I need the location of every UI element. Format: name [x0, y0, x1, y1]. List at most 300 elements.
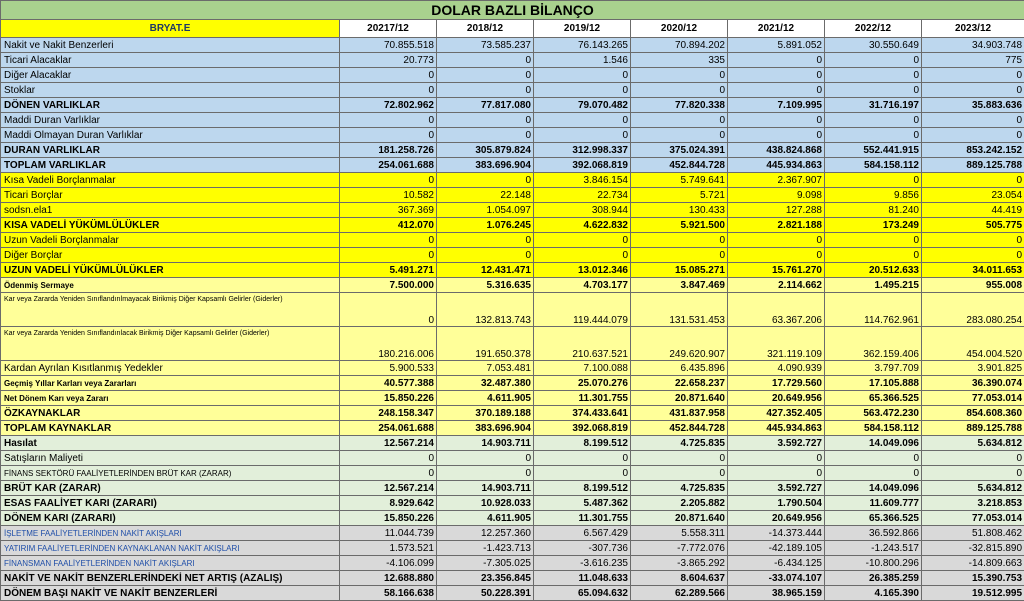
value-cell[interactable]: 22.658.237: [631, 376, 728, 391]
value-cell[interactable]: 5.558.311: [631, 526, 728, 541]
value-cell[interactable]: 8.604.637: [631, 571, 728, 586]
value-cell[interactable]: 11.609.777: [825, 496, 922, 511]
value-cell[interactable]: -10.800.296: [825, 556, 922, 571]
value-cell[interactable]: 14.049.096: [825, 481, 922, 496]
value-cell[interactable]: 0: [631, 83, 728, 98]
value-cell[interactable]: 3.847.469: [631, 278, 728, 293]
value-cell[interactable]: 11.301.755: [534, 511, 631, 526]
value-cell[interactable]: 0: [728, 113, 825, 128]
value-cell[interactable]: 73.585.237: [437, 38, 534, 53]
row-label-cell[interactable]: Maddi Olmayan Duran Varlıklar: [1, 128, 340, 143]
value-cell[interactable]: 9.098: [728, 188, 825, 203]
value-cell[interactable]: 1.076.245: [437, 218, 534, 233]
value-cell[interactable]: 955.008: [922, 278, 1024, 293]
value-cell[interactable]: 0: [922, 248, 1024, 263]
row-label-cell[interactable]: KISA VADELİ YÜKÜMLÜLÜKLER: [1, 218, 340, 233]
value-cell[interactable]: 0: [534, 128, 631, 143]
value-cell[interactable]: 51.808.462: [922, 526, 1024, 541]
value-cell[interactable]: 0: [631, 233, 728, 248]
value-cell[interactable]: 10.928.033: [437, 496, 534, 511]
value-cell[interactable]: -3.616.235: [534, 556, 631, 571]
value-cell[interactable]: 0: [437, 53, 534, 68]
value-cell[interactable]: 0: [631, 248, 728, 263]
value-cell[interactable]: 30.550.649: [825, 38, 922, 53]
value-cell[interactable]: 0: [437, 83, 534, 98]
value-cell[interactable]: 312.998.337: [534, 143, 631, 158]
row-label-cell[interactable]: Diğer Borçlar: [1, 248, 340, 263]
table-row: [1, 158, 1024, 173]
value-cell[interactable]: 0: [340, 451, 437, 466]
value-cell[interactable]: -14.809.663: [922, 556, 1024, 571]
value-cell[interactable]: 0: [534, 248, 631, 263]
value-cell[interactable]: 0: [534, 451, 631, 466]
value-cell[interactable]: 2.205.882: [631, 496, 728, 511]
value-cell[interactable]: 445.934.863: [728, 421, 825, 436]
value-cell[interactable]: 1.790.504: [728, 496, 825, 511]
value-cell[interactable]: 65.094.632: [534, 586, 631, 601]
value-cell[interactable]: -4.106.099: [340, 556, 437, 571]
value-cell[interactable]: 392.068.819: [534, 158, 631, 173]
year-header[interactable]: 2020/12: [631, 20, 728, 38]
value-cell[interactable]: 0: [825, 248, 922, 263]
row-label-cell[interactable]: Kısa Vadeli Borçlanmalar: [1, 173, 340, 188]
value-cell[interactable]: 131.531.453: [631, 293, 728, 327]
value-cell[interactable]: 4.725.835: [631, 481, 728, 496]
value-cell[interactable]: 8.199.512: [534, 436, 631, 451]
value-cell[interactable]: 552.441.915: [825, 143, 922, 158]
value-cell[interactable]: 0: [825, 451, 922, 466]
value-cell[interactable]: 14.903.711: [437, 481, 534, 496]
value-cell[interactable]: 0: [437, 68, 534, 83]
value-cell[interactable]: 0: [631, 451, 728, 466]
value-cell[interactable]: 180.216.006: [340, 327, 437, 361]
value-cell[interactable]: 3.218.853: [922, 496, 1024, 511]
value-cell[interactable]: 17.729.560: [728, 376, 825, 391]
value-cell[interactable]: 854.608.360: [922, 406, 1024, 421]
value-cell[interactable]: 775: [922, 53, 1024, 68]
value-cell[interactable]: 0: [534, 68, 631, 83]
value-cell[interactable]: 14.049.096: [825, 436, 922, 451]
value-cell[interactable]: 0: [340, 466, 437, 481]
row-label-cell[interactable]: Ödenmiş Sermaye: [1, 278, 340, 293]
value-cell[interactable]: 374.433.641: [534, 406, 631, 421]
value-cell[interactable]: 76.143.265: [534, 38, 631, 53]
row-label-cell[interactable]: YATIRIM FAALİYETLERİNDEN KAYNAKLANAN NAKİT AKIŞLARI: [1, 541, 340, 556]
value-cell[interactable]: 248.158.347: [340, 406, 437, 421]
value-cell[interactable]: 254.061.688: [340, 421, 437, 436]
value-cell[interactable]: 889.125.788: [922, 421, 1024, 436]
value-cell[interactable]: 11.044.739: [340, 526, 437, 541]
value-cell[interactable]: 77.817.080: [437, 98, 534, 113]
value-cell[interactable]: 0: [534, 113, 631, 128]
value-cell[interactable]: 0: [437, 466, 534, 481]
value-cell[interactable]: 0: [728, 53, 825, 68]
value-cell[interactable]: 130.433: [631, 203, 728, 218]
table-row: [1, 218, 1024, 233]
value-cell[interactable]: 4.703.177: [534, 278, 631, 293]
value-cell[interactable]: 77.820.338: [631, 98, 728, 113]
value-cell[interactable]: 10.582: [340, 188, 437, 203]
value-cell[interactable]: 22.148: [437, 188, 534, 203]
row-label-cell[interactable]: Uzun Vadeli Borçlanmalar: [1, 233, 340, 248]
value-cell[interactable]: 454.004.520: [922, 327, 1024, 361]
value-cell[interactable]: 0: [437, 248, 534, 263]
value-cell[interactable]: 0: [340, 233, 437, 248]
value-cell[interactable]: 114.762.961: [825, 293, 922, 327]
value-cell[interactable]: 0: [728, 128, 825, 143]
value-cell[interactable]: 0: [437, 451, 534, 466]
value-cell[interactable]: -7.305.025: [437, 556, 534, 571]
value-cell[interactable]: 36.592.866: [825, 526, 922, 541]
sheet-title[interactable]: DOLAR BAZLI BİLANÇO: [1, 1, 1024, 20]
value-cell[interactable]: 81.240: [825, 203, 922, 218]
value-cell[interactable]: 12.257.360: [437, 526, 534, 541]
row-label-cell[interactable]: Ticari Borçlar: [1, 188, 340, 203]
row-label-cell[interactable]: TOPLAM KAYNAKLAR: [1, 421, 340, 436]
value-cell[interactable]: 0: [728, 68, 825, 83]
value-cell[interactable]: 3.797.709: [825, 361, 922, 376]
value-cell[interactable]: -307.736: [534, 541, 631, 556]
value-cell[interactable]: 20.773: [340, 53, 437, 68]
value-cell[interactable]: 383.696.904: [437, 421, 534, 436]
value-cell[interactable]: 44.419: [922, 203, 1024, 218]
row-label-cell[interactable]: Geçmiş Yıllar Karları veya Zararları: [1, 376, 340, 391]
row-label-cell[interactable]: Maddi Duran Varlıklar: [1, 113, 340, 128]
value-cell[interactable]: 0: [437, 233, 534, 248]
value-cell[interactable]: 7.109.995: [728, 98, 825, 113]
table-row: [1, 481, 1024, 496]
value-cell[interactable]: 0: [728, 248, 825, 263]
year-header[interactable]: 20217/12: [340, 20, 437, 38]
value-cell[interactable]: 13.012.346: [534, 263, 631, 278]
value-cell[interactable]: 563.472.230: [825, 406, 922, 421]
value-cell[interactable]: 2.367.907: [728, 173, 825, 188]
value-cell[interactable]: 35.883.636: [922, 98, 1024, 113]
row-label-cell[interactable]: FİNANS SEKTÖRÜ FAALİYETLERİNDEN BRÜT KAR (ZARAR): [1, 466, 340, 481]
value-cell[interactable]: 32.487.380: [437, 376, 534, 391]
value-cell[interactable]: 505.775: [922, 218, 1024, 233]
value-cell[interactable]: 22.734: [534, 188, 631, 203]
value-cell[interactable]: 370.189.188: [437, 406, 534, 421]
value-cell[interactable]: 0: [922, 233, 1024, 248]
value-cell[interactable]: -1.423.713: [437, 541, 534, 556]
value-cell[interactable]: 4.165.390: [825, 586, 922, 601]
value-cell[interactable]: 383.696.904: [437, 158, 534, 173]
value-cell[interactable]: 8.929.642: [340, 496, 437, 511]
value-cell[interactable]: 0: [922, 128, 1024, 143]
value-cell[interactable]: 5.891.052: [728, 38, 825, 53]
value-cell[interactable]: 58.166.638: [340, 586, 437, 601]
row-label-cell[interactable]: Satışların Maliyeti: [1, 451, 340, 466]
row-label-cell[interactable]: DÖNEM BAŞI NAKİT VE NAKİT BENZERLERİ: [1, 586, 340, 601]
value-cell[interactable]: -32.815.890: [922, 541, 1024, 556]
value-cell[interactable]: 0: [534, 83, 631, 98]
value-cell[interactable]: 9.856: [825, 188, 922, 203]
value-cell[interactable]: 249.620.907: [631, 327, 728, 361]
value-cell[interactable]: 15.850.226: [340, 511, 437, 526]
value-cell[interactable]: 0: [340, 128, 437, 143]
value-cell[interactable]: 70.894.202: [631, 38, 728, 53]
value-cell[interactable]: 12.567.214: [340, 481, 437, 496]
value-cell[interactable]: 119.444.079: [534, 293, 631, 327]
value-cell[interactable]: 25.070.276: [534, 376, 631, 391]
row-label-cell[interactable]: [1, 293, 340, 327]
value-cell[interactable]: 12.431.471: [437, 263, 534, 278]
value-cell[interactable]: 4.725.835: [631, 436, 728, 451]
value-cell[interactable]: 5.721: [631, 188, 728, 203]
value-cell[interactable]: 431.837.958: [631, 406, 728, 421]
value-cell[interactable]: 77.053.014: [922, 511, 1024, 526]
value-cell[interactable]: 0: [825, 173, 922, 188]
table-row: [1, 466, 1024, 481]
value-cell[interactable]: 445.934.863: [728, 158, 825, 173]
value-cell[interactable]: 0: [340, 248, 437, 263]
value-cell[interactable]: 308.944: [534, 203, 631, 218]
year-header[interactable]: 2021/12: [728, 20, 825, 38]
value-cell[interactable]: 0: [340, 68, 437, 83]
value-cell[interactable]: 0: [825, 83, 922, 98]
row-label-cell[interactable]: Stoklar: [1, 83, 340, 98]
year-header[interactable]: 2019/12: [534, 20, 631, 38]
value-cell[interactable]: 1.495.215: [825, 278, 922, 293]
value-cell[interactable]: 0: [825, 53, 922, 68]
value-cell[interactable]: 127.288: [728, 203, 825, 218]
value-cell[interactable]: 0: [922, 113, 1024, 128]
value-cell[interactable]: -3.865.292: [631, 556, 728, 571]
row-label-cell[interactable]: DÖNEN VARLIKLAR: [1, 98, 340, 113]
value-cell[interactable]: 50.228.391: [437, 586, 534, 601]
value-cell[interactable]: 367.369: [340, 203, 437, 218]
value-cell[interactable]: 181.258.726: [340, 143, 437, 158]
value-cell[interactable]: 0: [437, 173, 534, 188]
value-cell[interactable]: 335: [631, 53, 728, 68]
value-cell[interactable]: 5.487.362: [534, 496, 631, 511]
row-label-cell[interactable]: sodsn.ela1: [1, 203, 340, 218]
value-cell[interactable]: 412.070: [340, 218, 437, 233]
row-label: Kar veya Zararda Yeniden Sınıflandırılacak Birikmiş Diğer Kapsamlı Gelirler (Giderler): [4, 330, 270, 337]
value-cell[interactable]: 853.242.152: [922, 143, 1024, 158]
value-cell[interactable]: 0: [340, 173, 437, 188]
value-cell[interactable]: 0: [340, 83, 437, 98]
value-cell[interactable]: 4.622.832: [534, 218, 631, 233]
value-cell[interactable]: 2.114.662: [728, 278, 825, 293]
value-cell[interactable]: 5.316.635: [437, 278, 534, 293]
value-cell[interactable]: 375.024.391: [631, 143, 728, 158]
row-label-cell[interactable]: NAKİT VE NAKİT BENZERLERİNDEKİ NET ARTIŞ (AZALIŞ): [1, 571, 340, 586]
row-label-cell[interactable]: ÖZKAYNAKLAR: [1, 406, 340, 421]
value-cell[interactable]: 438.824.868: [728, 143, 825, 158]
value-cell[interactable]: 0: [728, 233, 825, 248]
value-cell[interactable]: 0: [825, 466, 922, 481]
value-cell[interactable]: 584.158.112: [825, 421, 922, 436]
value-cell[interactable]: 17.105.888: [825, 376, 922, 391]
value-cell[interactable]: 11.301.755: [534, 391, 631, 406]
value-cell[interactable]: 5.749.641: [631, 173, 728, 188]
value-cell[interactable]: 4.611.905: [437, 511, 534, 526]
table-row: [1, 128, 1024, 143]
value-cell[interactable]: 0: [631, 113, 728, 128]
value-cell[interactable]: 452.844.728: [631, 421, 728, 436]
value-cell[interactable]: 12.567.214: [340, 436, 437, 451]
row-label-cell[interactable]: FİNANSMAN FAALİYETLERİNDEN NAKİT AKIŞLARI: [1, 556, 340, 571]
value-cell[interactable]: 63.367.206: [728, 293, 825, 327]
value-cell[interactable]: 5.634.812: [922, 481, 1024, 496]
value-cell[interactable]: 4.090.939: [728, 361, 825, 376]
value-cell[interactable]: 12.688.880: [340, 571, 437, 586]
value-cell[interactable]: 70.855.518: [340, 38, 437, 53]
value-cell[interactable]: -7.772.076: [631, 541, 728, 556]
value-cell[interactable]: 15.085.271: [631, 263, 728, 278]
value-cell[interactable]: 0: [922, 68, 1024, 83]
value-cell[interactable]: 23.356.845: [437, 571, 534, 586]
value-cell[interactable]: -33.074.107: [728, 571, 825, 586]
value-cell[interactable]: 362.159.406: [825, 327, 922, 361]
value-cell[interactable]: 0: [922, 451, 1024, 466]
value-cell[interactable]: 1.546: [534, 53, 631, 68]
value-cell[interactable]: 15.390.753: [922, 571, 1024, 586]
value-cell[interactable]: 427.352.405: [728, 406, 825, 421]
value-cell[interactable]: 132.813.743: [437, 293, 534, 327]
row-label-cell[interactable]: TOPLAM VARLIKLAR: [1, 158, 340, 173]
value-cell[interactable]: 452.844.728: [631, 158, 728, 173]
table-row: [1, 586, 1024, 601]
value-cell[interactable]: 20.649.956: [728, 391, 825, 406]
value-cell[interactable]: 2.821.188: [728, 218, 825, 233]
table-row: [1, 376, 1024, 391]
value-cell[interactable]: -6.434.125: [728, 556, 825, 571]
value-cell[interactable]: 3.901.825: [922, 361, 1024, 376]
value-cell[interactable]: 20.649.956: [728, 511, 825, 526]
value-cell[interactable]: 889.125.788: [922, 158, 1024, 173]
value-cell[interactable]: 321.119.109: [728, 327, 825, 361]
row-label-cell[interactable]: Kardan Ayrılan Kısıtlanmış Yedekler: [1, 361, 340, 376]
value-cell[interactable]: -42.189.105: [728, 541, 825, 556]
value-cell[interactable]: 7.100.088: [534, 361, 631, 376]
row-label-cell[interactable]: DURAN VARLIKLAR: [1, 143, 340, 158]
value-cell[interactable]: 0: [340, 293, 437, 327]
value-cell[interactable]: 0: [825, 113, 922, 128]
value-cell[interactable]: 584.158.112: [825, 158, 922, 173]
value-cell[interactable]: 0: [728, 451, 825, 466]
value-cell[interactable]: 3.592.727: [728, 436, 825, 451]
value-cell[interactable]: 0: [922, 83, 1024, 98]
ticker-cell[interactable]: BRYAT.E: [1, 20, 340, 38]
value-cell[interactable]: -1.243.517: [825, 541, 922, 556]
value-cell[interactable]: 0: [631, 466, 728, 481]
row-label-cell[interactable]: Diğer Alacaklar: [1, 68, 340, 83]
value-cell[interactable]: 34.903.748: [922, 38, 1024, 53]
value-cell[interactable]: 5.634.812: [922, 436, 1024, 451]
year-header[interactable]: 2023/12: [922, 20, 1024, 38]
value-cell[interactable]: 19.512.995: [922, 586, 1024, 601]
value-cell[interactable]: 31.716.197: [825, 98, 922, 113]
value-cell[interactable]: 283.080.254: [922, 293, 1024, 327]
year-header[interactable]: 2022/12: [825, 20, 922, 38]
value-cell[interactable]: 34.011.653: [922, 263, 1024, 278]
value-cell[interactable]: 65.366.525: [825, 511, 922, 526]
value-cell[interactable]: 20.871.640: [631, 391, 728, 406]
row-label-cell[interactable]: İŞLETME FAALİYETLERİNDEN NAKİT AKIŞLARI: [1, 526, 340, 541]
value-cell[interactable]: 0: [825, 233, 922, 248]
value-cell[interactable]: 20.512.633: [825, 263, 922, 278]
value-cell[interactable]: 15.850.226: [340, 391, 437, 406]
value-cell[interactable]: 6.435.896: [631, 361, 728, 376]
value-cell[interactable]: 0: [825, 68, 922, 83]
value-cell[interactable]: 0: [825, 128, 922, 143]
value-cell[interactable]: 7.053.481: [437, 361, 534, 376]
row-label-cell[interactable]: UZUN VADELİ YÜKÜMLÜLÜKLER: [1, 263, 340, 278]
value-cell[interactable]: 1.054.097: [437, 203, 534, 218]
value-cell[interactable]: 77.053.014: [922, 391, 1024, 406]
value-cell[interactable]: 36.390.074: [922, 376, 1024, 391]
value-cell[interactable]: 392.068.819: [534, 421, 631, 436]
value-cell[interactable]: 254.061.688: [340, 158, 437, 173]
value-cell[interactable]: 6.567.429: [534, 526, 631, 541]
value-cell[interactable]: 0: [340, 113, 437, 128]
value-cell[interactable]: 26.385.259: [825, 571, 922, 586]
value-cell[interactable]: 38.965.159: [728, 586, 825, 601]
table-row: [1, 361, 1024, 376]
value-cell[interactable]: 173.249: [825, 218, 922, 233]
value-cell[interactable]: 305.879.824: [437, 143, 534, 158]
value-cell[interactable]: 15.761.270: [728, 263, 825, 278]
value-cell[interactable]: 0: [631, 128, 728, 143]
row-label-cell[interactable]: Nakit ve Nakit Benzerleri: [1, 38, 340, 53]
value-cell[interactable]: 7.500.000: [340, 278, 437, 293]
value-cell[interactable]: 3.592.727: [728, 481, 825, 496]
row-label-cell[interactable]: Net Dönem Karı veya Zararı: [1, 391, 340, 406]
row-label-cell[interactable]: DÖNEM KARI (ZARARI): [1, 511, 340, 526]
value-cell[interactable]: 5.921.500: [631, 218, 728, 233]
value-cell[interactable]: 40.577.388: [340, 376, 437, 391]
value-cell[interactable]: 0: [922, 466, 1024, 481]
value-cell[interactable]: 0: [437, 128, 534, 143]
value-cell[interactable]: 11.048.633: [534, 571, 631, 586]
value-cell[interactable]: 62.289.566: [631, 586, 728, 601]
value-cell[interactable]: 5.491.271: [340, 263, 437, 278]
value-cell[interactable]: 65.366.525: [825, 391, 922, 406]
value-cell[interactable]: 0: [534, 233, 631, 248]
value-cell[interactable]: 14.903.711: [437, 436, 534, 451]
value-cell[interactable]: 210.637.521: [534, 327, 631, 361]
value-cell[interactable]: 1.573.521: [340, 541, 437, 556]
table-row: [1, 293, 1024, 327]
value-cell[interactable]: 3.846.154: [534, 173, 631, 188]
value-cell[interactable]: 4.611.905: [437, 391, 534, 406]
value-cell[interactable]: 0: [922, 173, 1024, 188]
year-header[interactable]: 2018/12: [437, 20, 534, 38]
value-cell[interactable]: 72.802.962: [340, 98, 437, 113]
row-label-cell[interactable]: [1, 327, 340, 361]
value-cell[interactable]: 20.871.640: [631, 511, 728, 526]
row-label-cell[interactable]: Ticari Alacaklar: [1, 53, 340, 68]
row-label-cell[interactable]: Hasılat: [1, 436, 340, 451]
value-cell[interactable]: 5.900.533: [340, 361, 437, 376]
value-cell[interactable]: 0: [728, 83, 825, 98]
value-cell[interactable]: 0: [631, 68, 728, 83]
value-cell[interactable]: 79.070.482: [534, 98, 631, 113]
value-cell[interactable]: -14.373.444: [728, 526, 825, 541]
table-row: [1, 556, 1024, 571]
row-label-cell[interactable]: BRÜT KAR (ZARAR): [1, 481, 340, 496]
row-label-cell[interactable]: ESAS FAALİYET KARI (ZARARI): [1, 496, 340, 511]
value-cell[interactable]: 8.199.512: [534, 481, 631, 496]
value-cell[interactable]: 191.650.378: [437, 327, 534, 361]
value-cell[interactable]: 0: [728, 466, 825, 481]
value-cell[interactable]: 0: [534, 466, 631, 481]
value-cell[interactable]: 0: [437, 113, 534, 128]
value-cell[interactable]: 23.054: [922, 188, 1024, 203]
